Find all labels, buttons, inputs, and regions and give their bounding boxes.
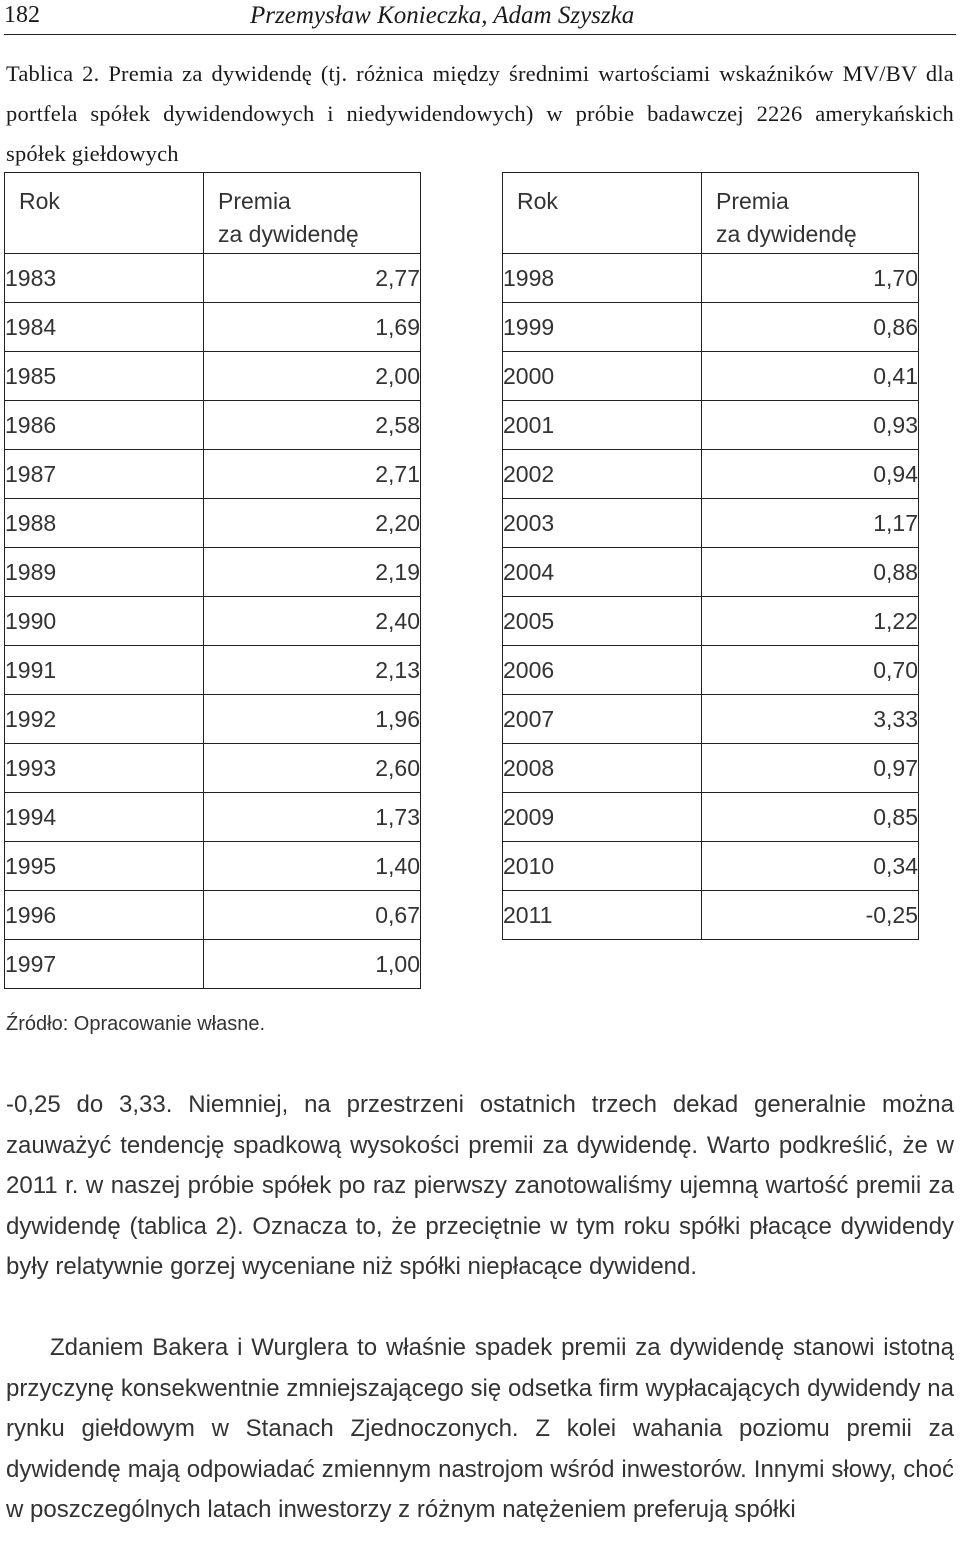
cell-premium: 0,34 [702,842,919,891]
table-row [5,891,421,940]
cell-premium: 1,73 [204,793,421,842]
table-row [503,842,919,891]
cell-year: 1997 [5,940,204,989]
cell-premium: 1,69 [204,303,421,352]
table-row [5,548,421,597]
table-row [5,744,421,793]
table-row [503,695,919,744]
header-premium: Premia za dywidendę [204,173,421,254]
table-row [5,352,421,401]
table-row [5,793,421,842]
cell-year: 1984 [5,303,204,352]
cell-year: 2005 [503,597,702,646]
cell-premium: 0,88 [702,548,919,597]
cell-year: 2000 [503,352,702,401]
table-header-row [503,173,919,254]
cell-premium: 2,71 [204,450,421,499]
table-caption: Tablica 2. Premia za dywidendę (tj. różnica między średnimi wartościami wskaźników MV/BV dla portfela spółek dywidendowych i niedywidendowych) w próbie badawczej 2226 amerykańskich spółek giełdowych [6,61,954,166]
cell-premium: 1,00 [204,940,421,989]
cell-year: 2001 [503,401,702,450]
cell-year: 1992 [5,695,204,744]
cell-year: 2010 [503,842,702,891]
table-row [5,695,421,744]
table-row [5,254,421,303]
cell-premium: 0,85 [702,793,919,842]
body-paragraph-1: -0,25 do 3,33. Niemniej, na przestrzeni ostatnich trzech dekad generalnie można zauważyć tendencję spadkową wysokości premii za dywidendę. Warto podkreślić, że w 2011 r. w naszej próbie spółek po raz pierwszy zanotowaliśmy ujemną wartość premii za dywidendę (tablica 2). Oznacza to, że przeciętnie w tym roku spółki płacące dywidendy były relatywnie gorzej wyceniane niż spółki niepłacące dywidend. [6,1091,954,1280]
table-row [5,401,421,450]
header-premium: Premia za dywidendę [702,173,919,254]
table-row [5,646,421,695]
cell-premium: 2,20 [204,499,421,548]
table-row [503,793,919,842]
cell-premium: 2,19 [204,548,421,597]
cell-year: 2003 [503,499,702,548]
cell-premium: 1,96 [204,695,421,744]
table-row [503,401,919,450]
table-row [503,548,919,597]
cell-year: 1998 [503,254,702,303]
table-row [503,499,919,548]
cell-premium: 3,33 [702,695,919,744]
cell-year: 2009 [503,793,702,842]
table-header-row [5,173,421,254]
cell-premium: 1,70 [702,254,919,303]
premium-table-left [4,172,421,989]
table-source-note: Źródło: Opracowanie własne. [6,1013,266,1035]
cell-year: 1991 [5,646,204,695]
cell-year: 1990 [5,597,204,646]
cell-year: 1994 [5,793,204,842]
table-row [5,940,421,989]
table-row [5,842,421,891]
cell-year: 1985 [5,352,204,401]
table-row [5,597,421,646]
cell-year: 2011 [503,891,702,940]
header-year: Rok [5,173,204,254]
cell-year: 1987 [5,450,204,499]
cell-premium: 2,58 [204,401,421,450]
cell-premium: -0,25 [702,891,919,940]
running-head-authors: Przemysław Konieczka, Adam Szyszka [250,2,635,29]
cell-year: 1995 [5,842,204,891]
table-row [5,450,421,499]
cell-premium: 2,13 [204,646,421,695]
header-year: Rok [503,173,702,254]
cell-year: 1989 [5,548,204,597]
cell-year: 2002 [503,450,702,499]
cell-premium: 0,97 [702,744,919,793]
cell-premium: 1,22 [702,597,919,646]
premium-table-right [502,172,919,940]
table-row [503,744,919,793]
table-row [5,303,421,352]
page-header [4,0,956,35]
cell-premium: 0,93 [702,401,919,450]
table-row [503,891,919,940]
cell-year: 1999 [503,303,702,352]
cell-premium: 0,86 [702,303,919,352]
cell-premium: 0,94 [702,450,919,499]
cell-year: 2008 [503,744,702,793]
cell-premium: 2,60 [204,744,421,793]
cell-year: 1986 [5,401,204,450]
table-row [503,597,919,646]
cell-premium: 0,41 [702,352,919,401]
table-row [503,303,919,352]
cell-year: 2006 [503,646,702,695]
cell-premium: 2,00 [204,352,421,401]
cell-year: 2007 [503,695,702,744]
body-paragraph-2: Zdaniem Bakera i Wurglera to właśnie spadek premii za dywidendę stanowi istotną przyczynę konsekwentnie zmniejszającego się odsetka firm wypłacających dywidendy na rynku giełdowym w Stanach Zjednoczonych. Z kolei wahania poziomu premii za dywidendę mają odpowiadać zmiennym nastrojom wśród inwestorów. Innymi słowy, choć w poszczególnych latach inwestorzy z różnym natężeniem preferują spółki [6,1334,954,1523]
cell-premium: 0,67 [204,891,421,940]
cell-year: 2004 [503,548,702,597]
cell-premium: 1,40 [204,842,421,891]
cell-year: 1988 [5,499,204,548]
cell-year: 1993 [5,744,204,793]
cell-premium: 1,17 [702,499,919,548]
cell-premium: 2,77 [204,254,421,303]
table-row [5,499,421,548]
table-row [503,254,919,303]
cell-year: 1983 [5,254,204,303]
page-number: 182 [4,2,40,28]
table-row [503,450,919,499]
cell-premium: 0,70 [702,646,919,695]
cell-year: 1996 [5,891,204,940]
table-row [503,646,919,695]
cell-premium: 2,40 [204,597,421,646]
table-row [503,352,919,401]
